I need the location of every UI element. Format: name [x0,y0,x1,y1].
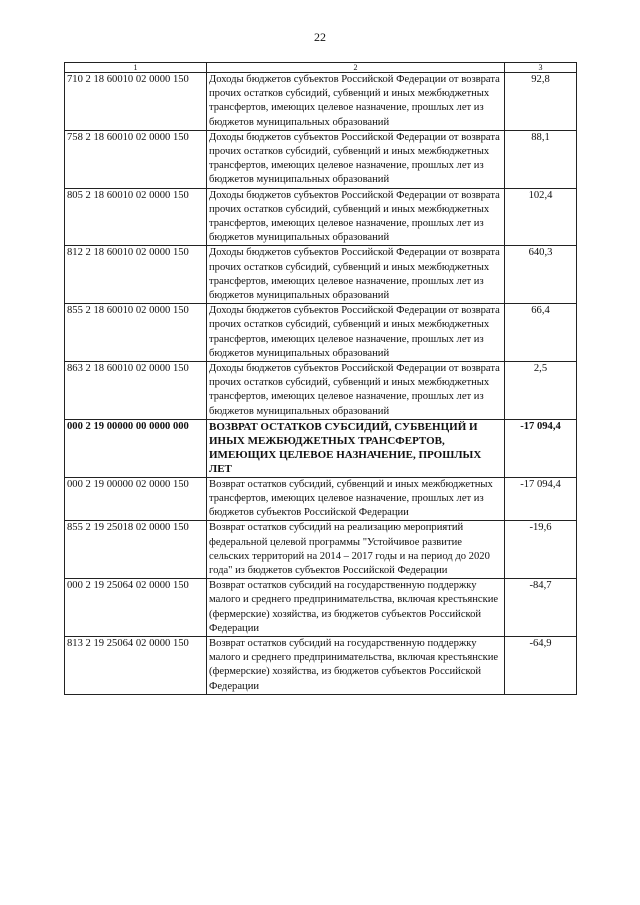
table-row [65,521,577,579]
budget-code-cell: 758 2 18 60010 02 0000 150 [65,130,207,188]
amount-cell: -17 094,4 [505,477,577,521]
table-row [65,477,577,521]
column-number-row [65,63,577,73]
description-cell: Возврат остатков субсидий, субвенций и иных межбюджетных трансфертов, имеющих целевое назначение, прошлых лет из бюджетов субъектов Российской Федерации [207,477,505,521]
column-number: 1 [65,63,207,73]
table-row [65,130,577,188]
description-cell: Доходы бюджетов субъектов Российской Федерации от возврата прочих остатков субсидий, субвенций и иных межбюджетных трансфертов, имеющих целевое назначение, прошлых лет из бюджетов муниципальных образований [207,188,505,246]
budget-code-cell: 855 2 18 60010 02 0000 150 [65,304,207,362]
budget-code-cell: 710 2 18 60010 02 0000 150 [65,73,207,131]
page-number: 22 [314,30,326,44]
column-number: 3 [505,63,577,73]
description-cell: Доходы бюджетов субъектов Российской Федерации от возврата прочих остатков субсидий, субвенций и иных межбюджетных трансфертов, имеющих целевое назначение, прошлых лет из бюджетов муниципальных образований [207,130,505,188]
amount-cell: -84,7 [505,579,577,637]
budget-code-cell: 805 2 18 60010 02 0000 150 [65,188,207,246]
table-row [65,188,577,246]
amount-cell: -19,6 [505,521,577,579]
budget-code-cell: 813 2 19 25064 02 0000 150 [65,636,207,694]
table-row [65,73,577,131]
table-row [65,362,577,420]
table-row [65,419,577,477]
column-number: 2 [207,63,505,73]
budget-code-cell: 863 2 18 60010 02 0000 150 [65,362,207,420]
amount-cell: 88,1 [505,130,577,188]
amount-cell: 640,3 [505,246,577,304]
budget-code-cell: 812 2 18 60010 02 0000 150 [65,246,207,304]
description-cell: Доходы бюджетов субъектов Российской Федерации от возврата прочих остатков субсидий, субвенций и иных межбюджетных трансфертов, имеющих целевое назначение, прошлых лет из бюджетов муниципальных образований [207,362,505,420]
description-cell: Возврат остатков субсидий на государственную поддержку малого и среднего предпринимательства, включая крестьянские (фермерские) хозяйства, из бюджетов субъектов Российской Федерации [207,579,505,637]
amount-cell: 92,8 [505,73,577,131]
description-cell: Доходы бюджетов субъектов Российской Федерации от возврата прочих остатков субсидий, субвенций и иных межбюджетных трансфертов, имеющих целевое назначение, прошлых лет из бюджетов муниципальных образований [207,246,505,304]
description-cell: Доходы бюджетов субъектов Российской Федерации от возврата прочих остатков субсидий, субвенций и иных межбюджетных трансфертов, имеющих целевое назначение, прошлых лет из бюджетов муниципальных образований [207,304,505,362]
budget-code-cell: 000 2 19 00000 00 0000 000 [65,419,207,477]
budget-code-cell: 000 2 19 25064 02 0000 150 [65,579,207,637]
table-row [65,636,577,694]
amount-cell: 66,4 [505,304,577,362]
description-cell: Возврат остатков субсидий на реализацию мероприятий федеральной целевой программы "Устойчивое развитие сельских территорий на 2014 – 2017 годы и на период до 2020 года" из бюджетов субъектов Российской Федерации [207,521,505,579]
description-cell: ВОЗВРАТ ОСТАТКОВ СУБСИДИЙ, СУБВЕНЦИЙ И ИНЫХ МЕЖБЮДЖЕТНЫХ ТРАНСФЕРТОВ, ИМЕЮЩИХ ЦЕЛЕВОЕ НАЗНАЧЕНИЕ, ПРОШЛЫХ ЛЕТ [207,419,505,477]
table-row [65,304,577,362]
description-cell: Доходы бюджетов субъектов Российской Федерации от возврата прочих остатков субсидий, субвенций и иных межбюджетных трансфертов, имеющих целевое назначение, прошлых лет из бюджетов муниципальных образований [207,73,505,131]
amount-cell: -17 094,4 [505,419,577,477]
budget-table [64,62,577,695]
amount-cell: -64,9 [505,636,577,694]
budget-code-cell: 855 2 19 25018 02 0000 150 [65,521,207,579]
amount-cell: 2,5 [505,362,577,420]
budget-code-cell: 000 2 19 00000 02 0000 150 [65,477,207,521]
description-cell: Возврат остатков субсидий на государственную поддержку малого и среднего предпринимательства, включая крестьянские (фермерские) хозяйства, из бюджетов субъектов Российской Федерации [207,636,505,694]
table-row [65,579,577,637]
amount-cell: 102,4 [505,188,577,246]
table-row [65,246,577,304]
